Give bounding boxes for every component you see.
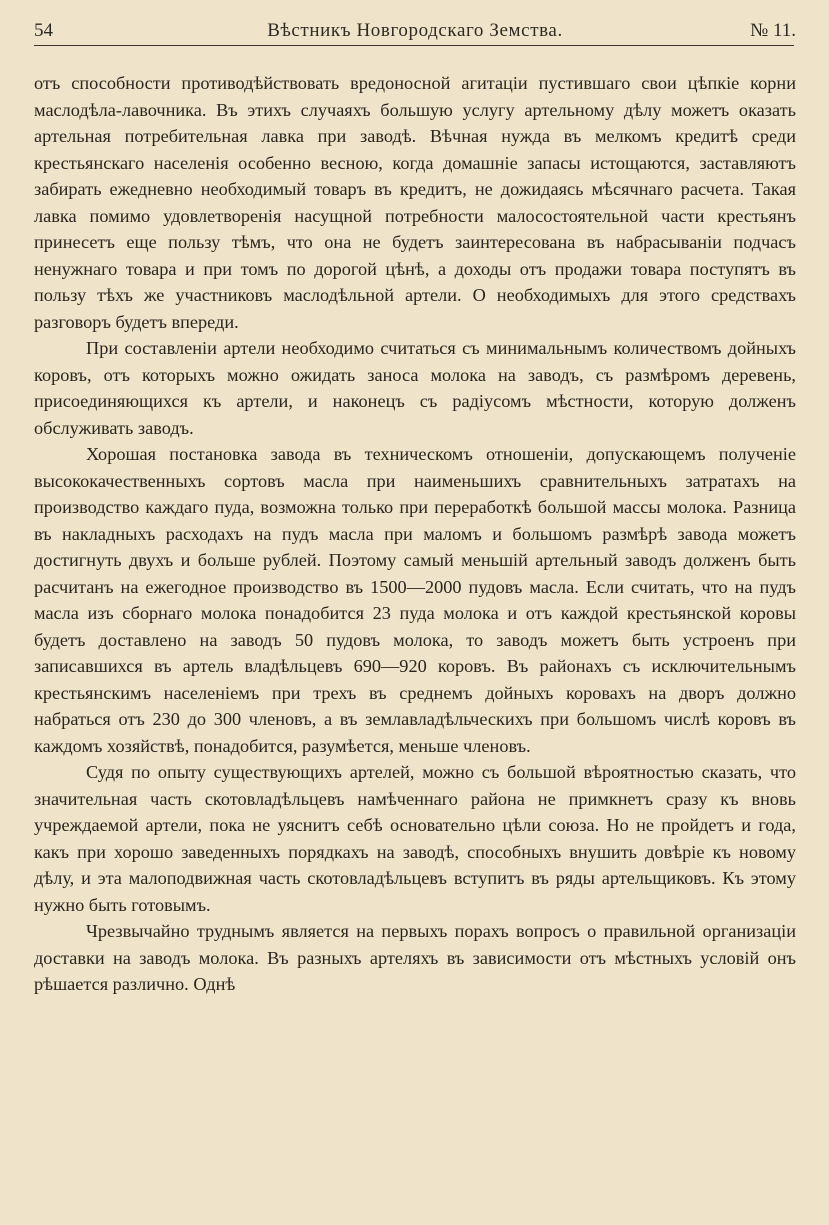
paragraph: Судя по опыту существующихъ артелей, можно съ большой вѣроятностью сказать, что значительная часть скотовладѣльцевъ намѣченнаго района не примкнетъ сразу къ вновь учреждаемой артели, пока не уяснитъ себѣ основательно цѣли союза. Но не пройдетъ и года, какъ при хорошо заведенныхъ порядкахъ на заводѣ, способныхъ внушить довѣріе къ новому дѣлу, и эта малоподвижная часть скотовладѣльцевъ вступитъ въ ряды артельщиковъ. Къ этому нужно быть готовымъ. <box>34 762 796 915</box>
journal-title: Вѣстникъ Новгородскаго Земства. <box>267 20 563 41</box>
paragraph: Хорошая постановка завода въ техническомъ отношеніи, допускающемъ полученіе высококачественныхъ сортовъ масла при наименьшихъ сравнительныхъ затратахъ на производство каждаго пуда, возможна только при переработкѣ большой массы молока. Разница въ накладныхъ расходахъ на пудъ масла при маломъ и большомъ размѣрѣ завода можетъ достигнуть двухъ и больше рублей. Поэтому самый меньшій артельный заводъ долженъ быть расчитанъ на ежегодное производство въ 1500—2000 пудовъ масла. Если считать, что на пудъ масла изъ сборнаго молока понадобится 23 пуда молока и отъ каждой крестьянской коровы будетъ доставлено на заводъ 50 пудовъ молока, то заводъ можетъ быть устроенъ при записавшихся въ артель владѣльцевъ 690—920 коровъ. Въ районахъ съ исключительнымъ крестьянскимъ населеніемъ при трехъ въ среднемъ дойныхъ коровахъ на дворъ должно набраться отъ 230 до 300 членовъ, а въ землавладѣльческихъ при большомъ числѣ коровъ въ каждомъ хозяйствѣ, понадобится, разумѣется, меньше членовъ. <box>34 444 796 756</box>
paragraph: отъ способности противодѣйствовать вредоносной агитаціи пустившаго свои цѣпкіе корни маслодѣла-лавочника. Въ этихъ случаяхъ большую услугу артельному дѣлу можетъ оказать артельная потребительная лавка при заводѣ. Вѣчная нужда въ мелкомъ кредитѣ среди крестьянскаго населенія особенно весною, когда домашніе запасы истощаются, заставляютъ забирать ежедневно необходимый товаръ въ кредитъ, не дожидаясь мѣсячнаго расчета. Такая лавка помимо удовлетворенія насущной потребности малосостоятельной части крестьянъ принесетъ еще пользу тѣмъ, что она не будетъ заинтересована въ набрасываніи подчасъ ненужнаго товара и при томъ по дорогой цѣнѣ, а доходы отъ продажи товара поступятъ въ пользу тѣхъ же участниковъ маслодѣльной артели. О необходимыхъ для этого средствахъ разговоръ будетъ впереди. <box>34 73 796 332</box>
page-number: 54 <box>34 20 53 41</box>
header-rule <box>34 45 794 46</box>
article-body <box>34 70 796 998</box>
issue-number: № 11. <box>750 20 796 41</box>
paragraph: При составленіи артели необходимо считаться съ минимальнымъ количествомъ дойныхъ коровъ, отъ которыхъ можно ожидать заноса молока на заводъ, съ размѣромъ деревень, присоединяющихся къ артели, и наконецъ съ радіусомъ мѣстности, которую долженъ обслуживать заводъ. <box>34 338 796 438</box>
running-header <box>34 18 796 48</box>
paragraph: Чрезвычайно труднымъ является на первыхъ порахъ вопросъ о правильной организаціи доставки на заводъ молока. Въ разныхъ артеляхъ въ зависимости отъ мѣстныхъ условій онъ рѣшается различно. Однѣ <box>34 921 796 994</box>
